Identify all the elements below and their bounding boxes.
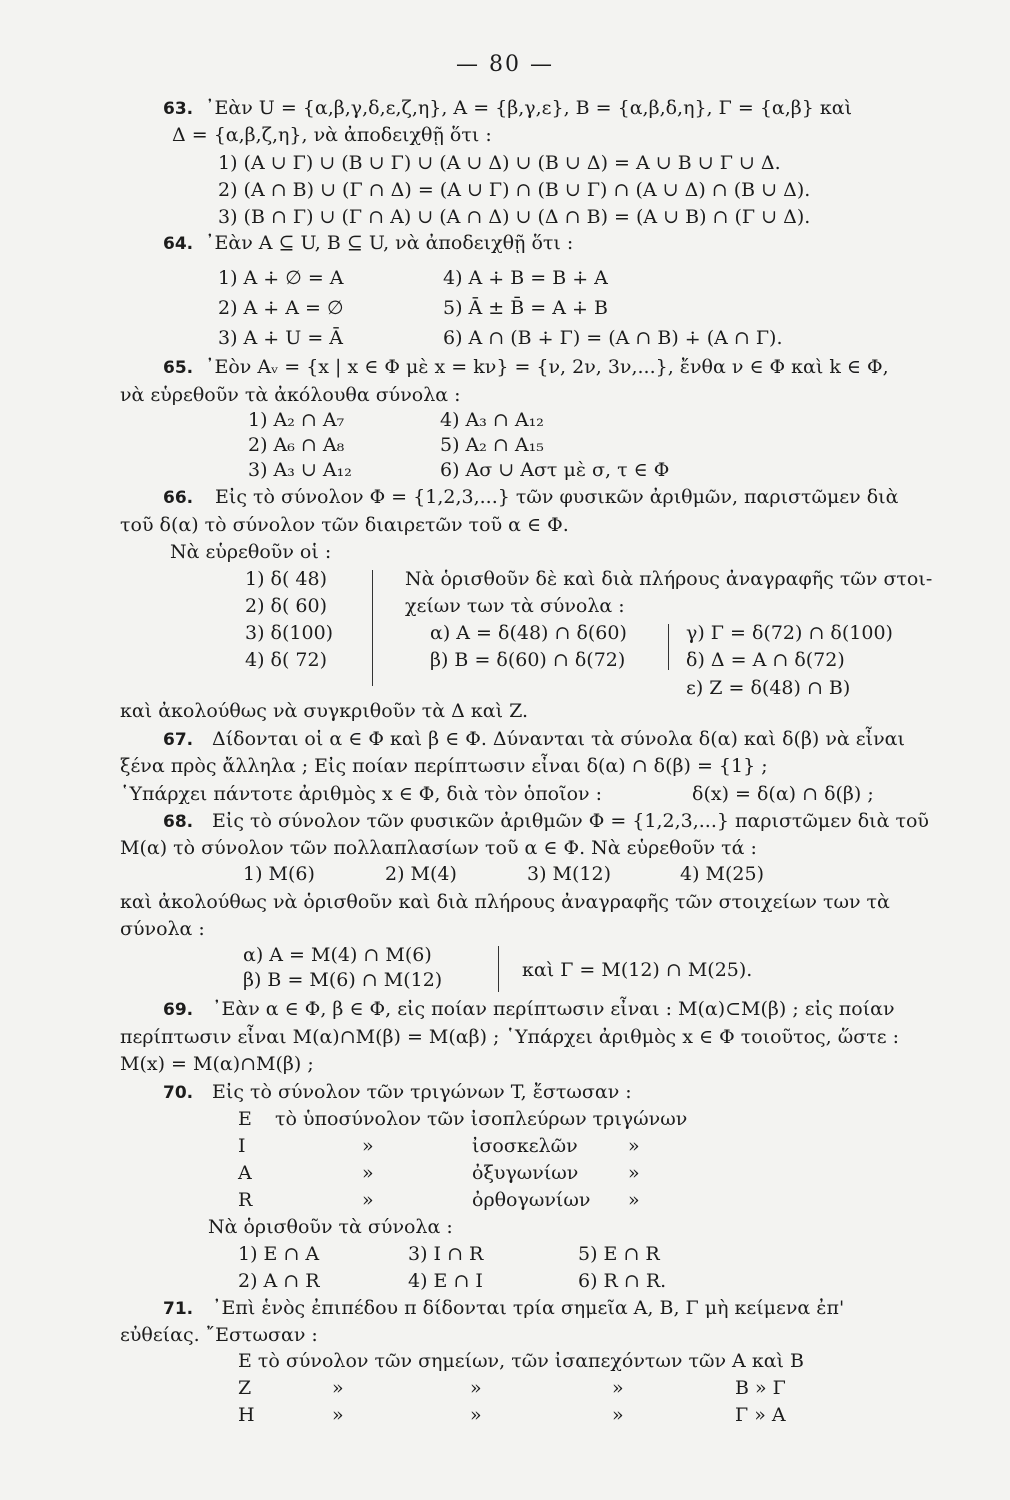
- problem-70-row-A-ditto-2: »: [628, 1162, 640, 1184]
- problem-65-item-2: 2) A₆ ∩ A₈: [248, 434, 345, 456]
- problem-64-item-5: 5) Ā ± B̄ = A ∔ B: [443, 297, 608, 319]
- problem-70-row-I-ditto-2: »: [628, 1135, 640, 1157]
- problem-71-row-3-end: Γ » A: [735, 1404, 786, 1426]
- page-number: — 80 —: [456, 52, 554, 77]
- problem-70-row-I-ditto: »: [362, 1135, 374, 1157]
- problem-65-item-1: 1) A₂ ∩ A₇: [248, 409, 345, 431]
- problem-70-item-2: 2) A ∩ R: [238, 1270, 320, 1292]
- problem-66-small-brace: [658, 624, 669, 670]
- problem-70-row-R-ditto-2: »: [628, 1189, 640, 1211]
- problem-70-row-A-symbol: A: [238, 1162, 252, 1184]
- problem-70-row-A-ditto: »: [362, 1162, 374, 1184]
- problem-70-line-1: Εἰς τὸ σύνολον τῶν τριγώνων T, ἔστωσαν :: [212, 1081, 632, 1103]
- problem-70-row-A-word: ὀξυγωνίων: [472, 1162, 579, 1184]
- problem-68-line-3: καὶ ἀκολούθως νὰ ὁρισθοῦν καὶ διὰ πλήρους ἀναγραφῆς τῶν στοιχείων των τὰ: [120, 891, 890, 913]
- problem-70-row-E-symbol: E: [238, 1108, 252, 1130]
- problem-64-item-6: 6) A ∩ (B ∔ Γ) = (A ∩ B) ∔ (A ∩ Γ).: [443, 327, 783, 349]
- problem-66-brace: [372, 570, 373, 686]
- problem-68-number: 68.: [163, 812, 194, 832]
- problem-64-item-2: 2) A ∔ A = ∅: [218, 297, 344, 319]
- problem-71-row-3-symbol: H: [238, 1404, 255, 1426]
- problem-64-item-4: 4) A ∔ B = B ∔ A: [443, 267, 608, 289]
- problem-71-row-2-ditto-3: »: [612, 1377, 624, 1399]
- problem-71-row-3-ditto-2: »: [470, 1404, 482, 1426]
- problem-66-set-a: α) A = δ(48) ∩ δ(60): [430, 622, 627, 644]
- problem-70-row-R-ditto: »: [362, 1189, 374, 1211]
- problem-63-item-3: 3) (B ∩ Γ) ∪ (Γ ∩ A) ∪ (A ∩ Δ) ∪ (Δ ∩ B) = (A ∪ B) ∩ (Γ ∪ Δ).: [218, 206, 811, 228]
- problem-70-item-4: 4) E ∩ I: [408, 1270, 483, 1292]
- problem-66-list-3: 3) δ(100): [245, 622, 334, 644]
- problem-70-item-1: 1) E ∩ A: [238, 1243, 320, 1265]
- problem-69-line-3: M(x) = M(α)∩M(β) ;: [120, 1053, 314, 1075]
- problem-65-item-6: 6) Aσ ∪ Aστ μὲ σ, τ ∈ Φ: [440, 459, 670, 481]
- problem-66-right-1: Νὰ ὁρισθοῦν δὲ καὶ διὰ πλήρους ἀναγραφῆς τῶν στοι-: [405, 568, 933, 590]
- problem-66-list-2: 2) δ( 60): [245, 595, 328, 617]
- problem-68-item-3: 3) M(12): [527, 863, 611, 885]
- problem-70-item-6: 6) R ∩ R.: [578, 1270, 667, 1292]
- problem-68-line-1: Εἰς τὸ σύνολον τῶν φυσικῶν ἀριθμῶν Φ = {1,2,3,...} παριστῶμεν διὰ τοῦ: [212, 810, 929, 832]
- problem-68-item-2: 2) M(4): [385, 863, 457, 885]
- problem-71-row-2-ditto-1: »: [332, 1377, 344, 1399]
- problem-66-set-g: γ) Γ = δ(72) ∩ δ(100): [686, 622, 893, 644]
- problem-70-row-R-word: ὀρθογωνίων: [472, 1189, 591, 1211]
- problem-71-row-2-symbol: Z: [238, 1377, 252, 1399]
- problem-68-set-c: καὶ Γ = M(12) ∩ M(25).: [522, 959, 753, 981]
- problem-68-item-4: 4) M(25): [680, 863, 764, 885]
- problem-70-item-3: 3) I ∩ R: [408, 1243, 484, 1265]
- problem-65-item-3: 3) A₃ ∪ A₁₂: [248, 459, 352, 481]
- problem-71-line-1: ᾿Επὶ ἑνὸς ἐπιπέδου π δίδονται τρία σημεῖα A, B, Γ μὴ κείμενα ἐπ': [212, 1297, 845, 1319]
- problem-66-line-2: τοῦ δ(α) τὸ σύνολον τῶν διαιρετῶν τοῦ α ∈ Φ.: [120, 514, 569, 536]
- problem-65-line-1: ᾿Εὸν Aᵥ = {x | x ∈ Φ μὲ x = kν} = {ν, 2ν, 3ν,...}, ἔνθα ν ∈ Φ καὶ k ∈ Φ,: [205, 356, 889, 378]
- problem-64-number: 64.: [163, 234, 194, 254]
- problem-64-item-3: 3) A ∔ U = Ā: [218, 327, 343, 349]
- problem-66-last: καὶ ἀκολούθως νὰ συγκριθοῦν τὰ Δ καὶ Z.: [120, 700, 529, 722]
- problem-71-line-2: εὐθείας. ῎Εστωσαν :: [120, 1324, 318, 1346]
- problem-63-item-2: 2) (A ∩ B) ∪ (Γ ∩ Δ) = (A ∪ Γ) ∩ (B ∪ Γ) ∩ (A ∪ Δ) ∩ (B ∪ Δ).: [218, 179, 811, 201]
- problem-66-set-e: ε) Z = δ(48) ∩ B): [686, 677, 851, 699]
- problem-64-item-1: 1) A ∔ ∅ = A: [218, 267, 344, 289]
- problem-70-item-5: 5) E ∩ R: [578, 1243, 660, 1265]
- problem-66-line-1: Εἰς τὸ σύνολον Φ = {1,2,3,...} τῶν φυσικῶν ἀριθμῶν, παριστῶμεν διὰ: [215, 486, 899, 508]
- problem-70-row-I-word: ἰσοσκελῶν: [472, 1135, 578, 1157]
- problem-67-line-2: ξένα πρὸς ἄλληλα ; Εἰς ποίαν περίπτωσιν εἶναι δ(α) ∩ δ(β) = {1} ;: [120, 755, 768, 777]
- problem-65-number: 65.: [163, 358, 194, 378]
- problem-66-right-2: χείων των τὰ σύνολα :: [405, 595, 625, 617]
- problem-70-row-E-text: τὸ ὑποσύνολον τῶν ἰσοπλεύρων τριγώνων: [275, 1108, 688, 1130]
- problem-69-line-1: ᾿Εὰν α ∈ Φ, β ∈ Φ, εἰς ποίαν περίπτωσιν εἶναι : M(α)⊂M(β) ; εἰς ποίαν: [212, 998, 895, 1020]
- problem-66-set-b: β) B = δ(60) ∩ δ(72): [430, 649, 626, 671]
- problem-70-row-R-symbol: R: [238, 1189, 253, 1211]
- problem-71-row-3-ditto-1: »: [332, 1404, 344, 1426]
- problem-71-row-2-end: B » Γ: [735, 1377, 786, 1399]
- problem-70-number: 70.: [163, 1083, 194, 1103]
- problem-71-row-3-ditto-3: »: [612, 1404, 624, 1426]
- problem-71-row-2-ditto-2: »: [470, 1377, 482, 1399]
- problem-67-line-3: ῾Υπάρχει πάντοτε ἀριθμὸς x ∈ Φ, διὰ τὸν ὁποῖον :: [120, 783, 603, 805]
- problem-66-list-4: 4) δ( 72): [245, 649, 328, 671]
- problem-63-item-1: 1) (A ∪ Γ) ∪ (B ∪ Γ) ∪ (A ∪ Δ) ∪ (B ∪ Δ) = A ∪ B ∪ Γ ∪ Δ.: [218, 152, 781, 174]
- problem-69-line-2: περίπτωσιν εἶναι M(α)∩M(β) = M(αβ) ; ῾Υπάρχει ἀριθμὸς x ∈ Φ τοιοῦτος, ὥστε :: [120, 1026, 900, 1048]
- problem-69-number: 69.: [163, 1000, 194, 1020]
- problem-65-item-5: 5) A₂ ∩ A₁₅: [440, 434, 544, 456]
- problem-66-number: 66.: [163, 488, 194, 508]
- problem-66-set-d: δ) Δ = A ∩ δ(72): [686, 649, 845, 671]
- problem-64-line-1: ᾿Εὰν A ⊆ U, B ⊆ U, νὰ ἀποδειχθῇ ὅτι :: [205, 232, 574, 254]
- problem-68-line-4: σύνολα :: [120, 918, 205, 940]
- problem-63-number: 63.: [163, 99, 194, 119]
- problem-63-line-2: Δ = {α,β,ζ,η}, νὰ ἀποδειχθῇ ὅτι :: [172, 124, 492, 146]
- problem-70-line-2: Νὰ ὁρισθοῦν τὰ σύνολα :: [208, 1216, 453, 1238]
- problem-68-line-2: M(α) τὸ σύνολον τῶν πολλαπλασίων τοῦ α ∈ Φ. Νὰ εὑρεθοῦν τά :: [120, 837, 757, 859]
- problem-66-list-1: 1) δ( 48): [245, 568, 328, 590]
- problem-67-number: 67.: [163, 730, 194, 750]
- problem-67-line-3b: δ(x) = δ(α) ∩ δ(β) ;: [692, 783, 874, 805]
- problem-63-line-1: ᾿Εὰν U = {α,β,γ,δ,ε,ζ,η}, A = {β,γ,ε}, B = {α,β,δ,η}, Γ = {α,β} καὶ: [205, 97, 853, 119]
- problem-68-set-b: β) B = M(6) ∩ M(12): [243, 969, 443, 991]
- problem-65-item-4: 4) A₃ ∩ A₁₂: [440, 409, 544, 431]
- problem-71-number: 71.: [163, 1299, 194, 1319]
- problem-68-item-1: 1) M(6): [243, 863, 315, 885]
- problem-65-line-2: νὰ εὑρεθοῦν τὰ ἀκόλουθα σύνολα :: [120, 384, 461, 406]
- problem-66-line-3: Νὰ εὑρεθοῦν οἱ :: [170, 541, 332, 563]
- problem-68-brace: [488, 946, 499, 992]
- problem-71-row-1: E τὸ σύνολον τῶν σημείων, τῶν ἰσαπεχόντων τῶν A καὶ B: [238, 1350, 804, 1372]
- problem-67-line-1: Δίδονται οἱ α ∈ Φ καὶ β ∈ Φ. Δύνανται τὰ σύνολα δ(α) καὶ δ(β) νὰ εἶναι: [212, 728, 905, 750]
- problem-70-row-I-symbol: I: [238, 1135, 246, 1157]
- problem-68-set-a: α) A = M(4) ∩ M(6): [243, 944, 432, 966]
